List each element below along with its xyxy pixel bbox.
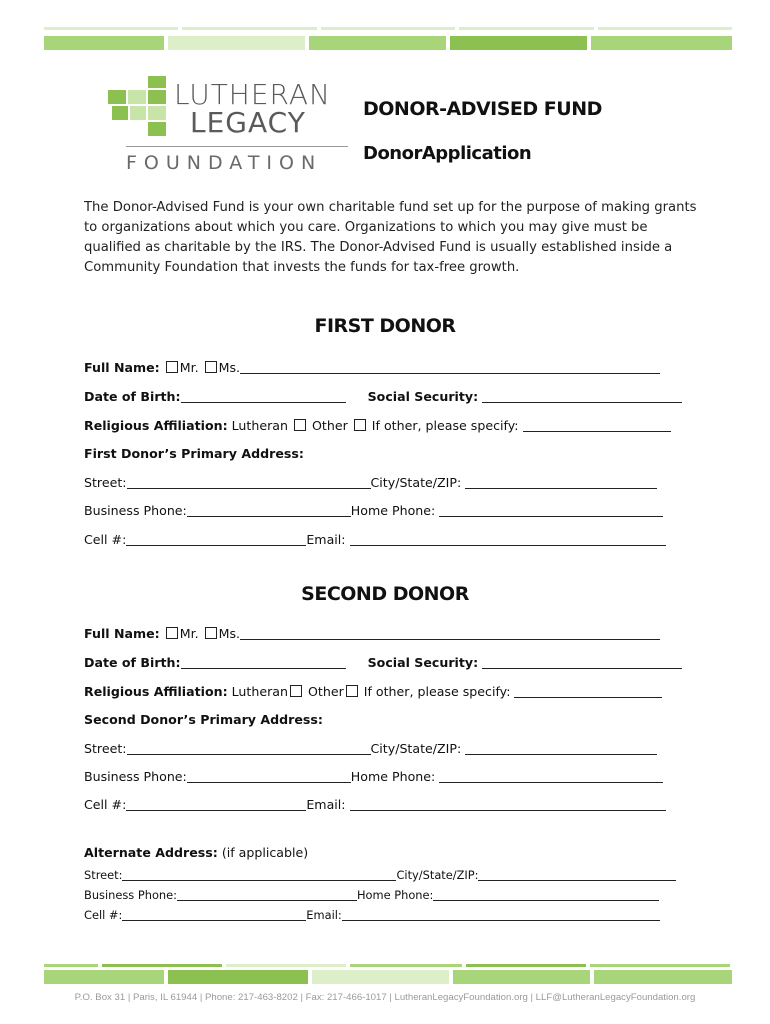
other-checkbox[interactable] <box>354 419 366 431</box>
home-phone-field[interactable] <box>439 504 663 517</box>
mr-label: Mr. <box>179 626 199 641</box>
dob-label: Date of Birth: <box>84 655 181 670</box>
street-field[interactable] <box>127 742 371 755</box>
street-label: Street: <box>84 868 123 882</box>
second-donor-heading: SECOND DONOR <box>301 583 469 605</box>
home-phone-field[interactable] <box>439 770 663 783</box>
business-phone-field[interactable] <box>187 770 351 783</box>
first-donor-phone-row <box>84 503 663 518</box>
dob-field[interactable] <box>181 656 346 669</box>
second-donor-religion-row <box>84 684 662 699</box>
logo-word-legacy: LEGACY <box>190 106 306 139</box>
lutheran-checkbox[interactable] <box>290 685 302 697</box>
alternate-address-heading-row <box>84 845 308 860</box>
city-field[interactable] <box>465 476 657 489</box>
cell-field[interactable] <box>122 908 306 921</box>
city-field[interactable] <box>478 868 676 881</box>
email-label: Email: <box>306 532 346 547</box>
specify-field[interactable] <box>523 419 671 432</box>
city-label: City/State/ZIP: <box>370 741 462 756</box>
home-phone-label: Home Phone: <box>356 888 434 902</box>
top-decorative-strip <box>44 27 732 30</box>
logo-divider <box>126 146 348 147</box>
second-donor-address-heading: Second Donor’s Primary Address: <box>84 712 323 727</box>
intro-paragraph: The Donor-Advised Fund is your own charitable fund set up for the purpose of making grants to organizations about which you care. Organizations to which you may give must be qualified as charitable by the IRS. The Donor-Advised Fund is usually established inside a Community Foundation that invests the funds for tax-free growth. <box>84 200 697 275</box>
second-donor-cell-row <box>84 797 666 812</box>
street-label: Street: <box>84 741 127 756</box>
first-donor-dob-row <box>84 389 682 404</box>
ssn-field[interactable] <box>482 656 682 669</box>
first-donor-street-row <box>84 475 657 490</box>
street-field[interactable] <box>122 868 396 881</box>
home-phone-label: Home Phone: <box>350 769 436 784</box>
home-phone-field[interactable] <box>433 888 659 901</box>
second-donor-full-name-row <box>84 626 660 641</box>
street-field[interactable] <box>127 476 371 489</box>
footer-contact-info: P.O. Box 31 | Paris, IL 61944 | Phone: 217-463-8202 | Fax: 217-466-1017 | LutheranLegacyFoundation.org | LLF@LutheranLegacyFoundation.org <box>74 992 696 1003</box>
business-phone-label: Business Phone: <box>84 769 187 784</box>
business-phone-field[interactable] <box>177 888 357 901</box>
street-label: Street: <box>84 475 127 490</box>
home-phone-label: Home Phone: <box>350 503 436 518</box>
logo-word-foundation: FOUNDATION <box>126 152 323 174</box>
email-field[interactable] <box>342 908 660 921</box>
city-label: City/State/ZIP: <box>370 475 462 490</box>
city-field[interactable] <box>465 742 657 755</box>
email-field[interactable] <box>350 798 666 811</box>
cell-field[interactable] <box>126 798 306 811</box>
bottom-thin-bar <box>44 964 732 967</box>
lutheran-checkbox[interactable] <box>294 419 306 431</box>
foundation-logo <box>108 76 348 178</box>
logo-word-lutheran: LUTHERAN <box>174 78 331 111</box>
alternate-heading: Alternate Address: <box>84 845 218 860</box>
first-donor-full-name-row <box>84 360 660 375</box>
second-donor-phone-row <box>84 769 663 784</box>
specify-label: If other, please specify: <box>363 684 511 699</box>
cell-label: Cell #: <box>84 908 123 922</box>
ssn-field[interactable] <box>482 390 682 403</box>
religious-label: Religious Affiliation: <box>84 684 228 699</box>
mr-checkbox[interactable] <box>166 361 178 373</box>
first-donor-religion-row <box>84 418 671 433</box>
city-label: City/State/ZIP: <box>396 868 479 882</box>
dob-label: Date of Birth: <box>84 389 181 404</box>
religious-label: Religious Affiliation: <box>84 418 228 433</box>
second-donor-dob-row <box>84 655 682 670</box>
top-color-bar <box>44 36 732 50</box>
other-checkbox[interactable] <box>346 685 358 697</box>
ms-checkbox[interactable] <box>205 361 217 373</box>
business-phone-label: Business Phone: <box>84 888 177 902</box>
ms-label: Ms. <box>218 626 241 641</box>
alternate-street-row <box>84 868 676 882</box>
business-phone-field[interactable] <box>187 504 351 517</box>
ms-checkbox[interactable] <box>205 627 217 639</box>
alternate-phone-row <box>84 888 659 902</box>
cell-label: Cell #: <box>84 797 127 812</box>
second-donor-street-row <box>84 741 657 756</box>
bottom-color-bar <box>44 970 732 984</box>
cell-label: Cell #: <box>84 532 127 547</box>
ssn-label: Social Security: <box>367 389 479 404</box>
dob-field[interactable] <box>181 390 346 403</box>
first-donor-address-heading: First Donor’s Primary Address: <box>84 446 304 461</box>
email-field[interactable] <box>350 533 666 546</box>
specify-field[interactable] <box>514 685 662 698</box>
email-label: Email: <box>306 908 342 922</box>
alternate-note: (if applicable) <box>221 845 309 860</box>
cell-field[interactable] <box>126 533 306 546</box>
first-donor-cell-row <box>84 532 666 547</box>
full-name-field[interactable] <box>240 361 660 374</box>
document-subtitle: DonorApplication <box>363 143 532 164</box>
business-phone-label: Business Phone: <box>84 503 187 518</box>
other-label: Other <box>307 684 344 699</box>
document-title: DONOR-ADVISED FUND <box>363 98 602 120</box>
full-name-field[interactable] <box>240 627 660 640</box>
alternate-cell-row <box>84 908 660 922</box>
ms-label: Ms. <box>218 360 241 375</box>
mr-label: Mr. <box>179 360 199 375</box>
specify-label: If other, please specify: <box>371 418 519 433</box>
other-label: Other <box>312 418 348 433</box>
mr-checkbox[interactable] <box>166 627 178 639</box>
lutheran-label: Lutheran <box>231 418 288 433</box>
full-name-label: Full Name: <box>84 626 160 641</box>
ssn-label: Social Security: <box>367 655 479 670</box>
lutheran-label: Lutheran <box>231 684 288 699</box>
full-name-label: Full Name: <box>84 360 160 375</box>
email-label: Email: <box>306 797 346 812</box>
first-donor-heading: FIRST DONOR <box>314 315 456 337</box>
